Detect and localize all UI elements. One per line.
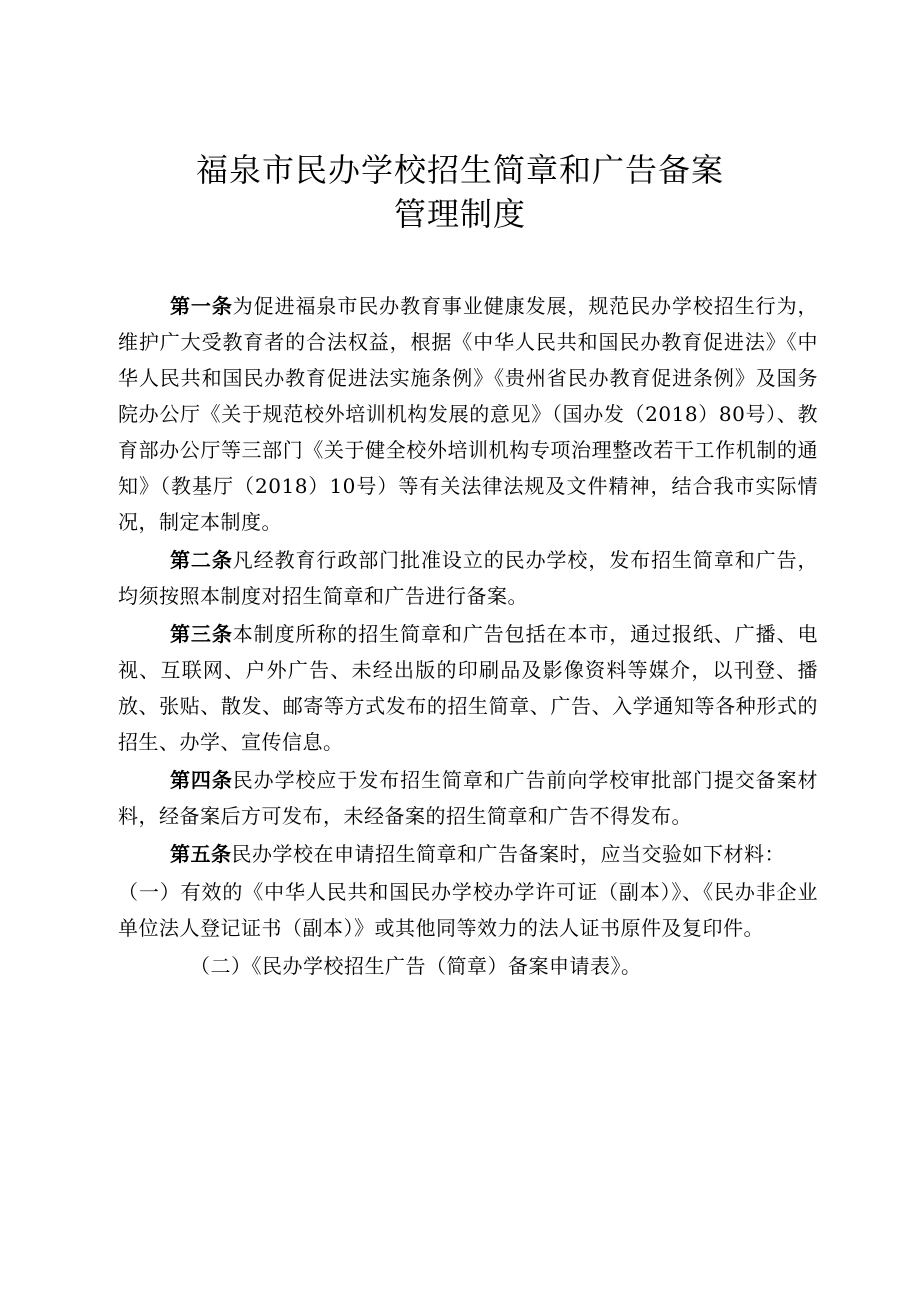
article-number: 第五条 [170, 842, 232, 866]
document-body [118, 288, 818, 984]
article-text: 民办学校在申请招生简章和广告备案时，应当交验如下材料： [231, 842, 785, 866]
article-number: 第四条 [170, 768, 233, 792]
title-line-2: 管理制度 [393, 195, 526, 233]
list-item-2: （二）《民办学校招生广告（简章）备案申请表》。 [190, 954, 642, 978]
article-text: 民办学校应于发布招生简章和广告前向学校审批部门提交备案材料，经备案后方可发布，未经备案的招生简章和广告不得发布。 [118, 768, 818, 828]
article-number: 第一条 [170, 294, 233, 318]
article-text: 凡经教育行政部门批准设立的民办学校，发布招生简章和广告，均须按照本制度对招生简章和广告进行备案。 [118, 548, 818, 608]
article-number: 第三条 [170, 622, 233, 646]
article-5 [118, 836, 818, 872]
document-title [0, 148, 920, 236]
article-2 [118, 542, 818, 614]
title-line-1: 福泉市民办学校招生简章和广告备案 [195, 151, 724, 189]
article-text: 为促进福泉市民办教育事业健康发展，规范民办学校招生行为，维护广大受教育者的合法权益，根据《中华人民共和国民办教育促进法》《中华人民共和国民办教育促进法实施条例》《贵州省民办教育促进条例》及国务院办公厅《关于规范校外培训机构发展的意见》（国办发（2018）80号）、教育部办公厅等三部门《关于健全校外培训机构专项治理整改若干工作机制的通知》（教基厅（2018）10号）等有关法律法规及文件精神，结合我市实际情况，制定本制度。 [118, 294, 818, 534]
article-number: 第二条 [170, 548, 233, 572]
list-item-1: （一）有效的《中华人民共和国民办学校办学许可证（副本）》、《民办非企业单位法人登记证书（副本）》或其他同等效力的法人证书原件及复印件。 [118, 880, 818, 940]
article-4 [118, 762, 818, 834]
article-1 [118, 288, 818, 540]
article-3 [118, 616, 818, 760]
article-text: 本制度所称的招生简章和广告包括在本市，通过报纸、广播、电视、互联网、户外广告、未经出版的印刷品及影像资料等媒介，以刊登、播放、张贴、散发、邮寄等方式发布的招生简章、广告、入学通知等各种形式的招生、办学、宣传信息。 [118, 622, 818, 754]
